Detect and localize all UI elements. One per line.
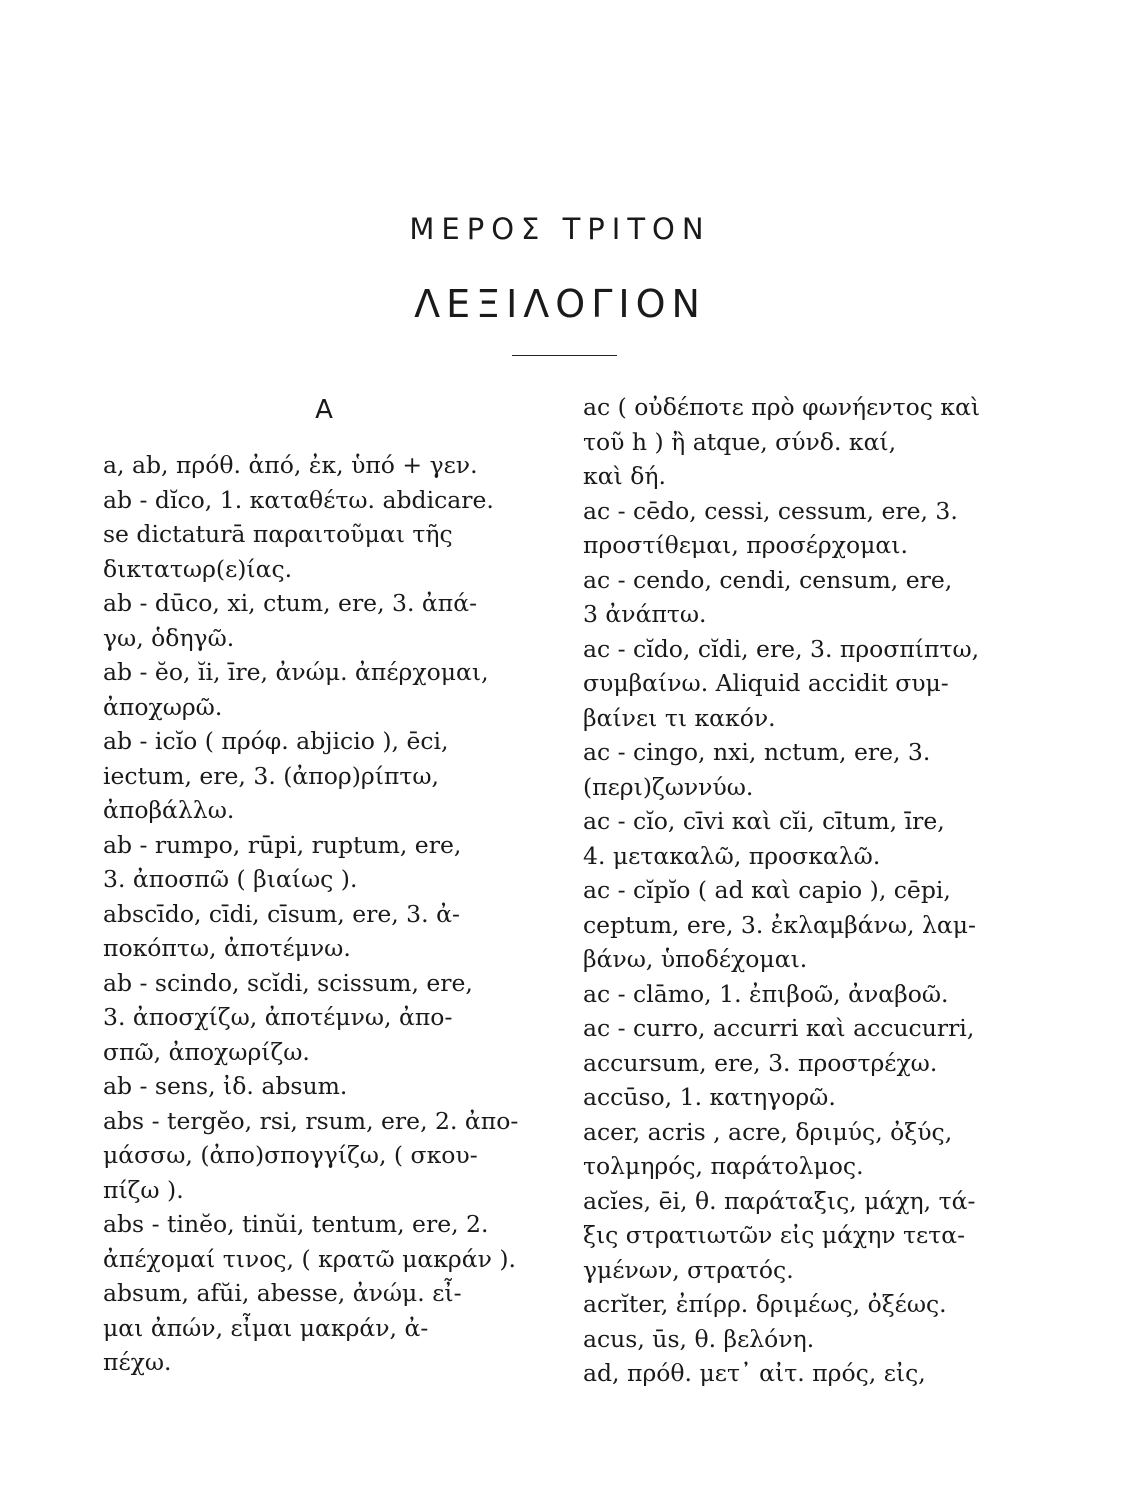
entry-line: abs - tergĕo, rsi, rsum, ere, 2. ἀπο- — [103, 1106, 519, 1135]
entry-line: πίζω ). — [103, 1175, 184, 1204]
entry-line: ac - cĭpĭo ( ad καὶ capio ), cēpi, — [583, 876, 951, 904]
entry-line: ἀποβάλλω. — [103, 796, 235, 824]
entry-line: ac - cĭo, cīvi καὶ cĭi, cītum, īre, — [583, 807, 945, 835]
entry-line: ac - clāmo, 1. ἐπιβοῶ, ἀναβοῶ. — [583, 979, 949, 1008]
entry-line: ab - dūco, xi, ctum, ere, 3. ἀπά- — [103, 589, 478, 617]
entry-line: συμβαίνω. Aliquid accidit συμ- — [583, 669, 949, 697]
dictionary-entry — [103, 1104, 545, 1208]
entry-line: ξις στρατιωτῶν εἰς μάχην τετα- — [583, 1221, 966, 1249]
section-letter: A — [315, 395, 333, 425]
entry-line: γμένων, στρατός. — [583, 1255, 794, 1284]
dictionary-entry — [583, 390, 995, 494]
entry-line: ἀπέχομαί τινος, ( κρατῶ μακράν ). — [103, 1244, 517, 1273]
entry-line: acĭes, ēi, θ. παράταξις, μάχη, τά- — [583, 1186, 976, 1215]
entry-line: ἀποχωρῶ. — [103, 692, 223, 721]
entry-line: σπῶ, ἀποχωρίζω. — [103, 1037, 310, 1066]
entry-line: ac ( οὐδέποτε πρὸ φωνήεντος καὶ — [583, 393, 981, 421]
dictionary-entry — [103, 1069, 545, 1104]
entry-line: abscīdo, cīdi, cīsum, ere, 3. ἀ- — [103, 899, 460, 928]
entry-line: accursum, ere, 3. προστρέχω. — [583, 1048, 938, 1077]
entry-line: ab - rumpo, rūpi, ruptum, ere, — [103, 830, 462, 859]
dictionary-entry — [583, 1322, 995, 1357]
entry-line: δικτατωρ(ε)ίας. — [103, 554, 293, 583]
dictionary-entry — [103, 586, 545, 655]
dictionary-entry — [583, 632, 995, 736]
part-title: ΜΕΡΟΣ ΤΡΙΤΟΝ — [409, 212, 711, 246]
entry-line: ab - icĭo ( πρόφ. abjicio ), ēci, — [103, 727, 449, 755]
entry-line: τολμηρός, παράτολμος. — [583, 1152, 864, 1180]
entry-line: accūso, 1. κατηγορῶ. — [583, 1083, 836, 1111]
dictionary-entry — [103, 724, 545, 828]
entry-line: ab - dĭco, 1. καταθέτω. abdicare. — [103, 485, 494, 514]
dictionary-entry — [103, 897, 545, 966]
entry-line: ποκόπτω, ἀποτέμνω. — [103, 934, 351, 962]
entry-line: ab - ĕo, ĭi, īre, ἀνώμ. ἀπέρχομαι, — [103, 658, 489, 686]
dictionary-entry — [583, 1011, 995, 1080]
entry-line: acrĭter, ἐπίρρ. δριμέως, ὀξέως. — [583, 1290, 947, 1318]
dictionary-entry — [583, 494, 995, 563]
dictionary-entry — [103, 1207, 545, 1276]
dictionary-entry — [103, 828, 545, 897]
right-column — [583, 390, 995, 1391]
dictionary-entry — [583, 1287, 995, 1322]
entry-line: βάνω, ὑποδέχομαι. — [583, 945, 808, 973]
dictionary-entry — [103, 1276, 545, 1380]
dictionary-entry — [103, 483, 545, 587]
entry-line: ac - cendo, cendi, censum, ere, — [583, 565, 953, 594]
entry-line: μαι ἀπών, εἶμαι μακράν, ἀ- — [103, 1313, 429, 1342]
entry-line: ac - curro, accurri καὶ accucurri, — [583, 1014, 975, 1042]
dictionary-entry — [583, 735, 995, 804]
title-divider — [512, 355, 617, 356]
entry-line: iectum, ere, 3. (ἀπορ)ρίπτω, — [103, 761, 439, 790]
entry-line: a, ab, πρόθ. ἀπό, ἐκ, ὑπό + γεν. — [103, 451, 478, 479]
dictionary-entry — [583, 1184, 995, 1288]
dictionary-entry — [583, 804, 995, 873]
left-column — [103, 390, 545, 1380]
entry-line: 3 ἀνάπτω. — [583, 600, 707, 628]
entry-line: τοῦ h ) ἢ atque, σύνδ. καί, — [583, 427, 897, 456]
dictionary-entry — [583, 873, 995, 977]
entry-line: 3. ἀποσπῶ ( βιαίως ). — [103, 865, 358, 893]
dictionary-entry — [103, 966, 545, 1070]
dictionary-entry — [583, 563, 995, 632]
entry-line: μάσσω, (ἀπο)σπογγίζω, ( σκου- — [103, 1141, 478, 1169]
entry-line: 4. μετακαλῶ, προσκαλῶ. — [583, 841, 881, 870]
entry-line: acus, ūs, θ. βελόνη. — [583, 1324, 815, 1353]
dictionary-entry — [583, 977, 995, 1012]
entry-line: acer, acris , acre, δριμύς, ὀξύς, — [583, 1117, 953, 1146]
entry-line: γω, ὁδηγῶ. — [103, 623, 235, 652]
entry-line: 3. ἀποσχίζω, ἀποτέμνω, ἀπο- — [103, 1003, 453, 1031]
entry-line: ab - sens, ἰδ. absum. — [103, 1072, 348, 1100]
entry-line: ab - scindo, scĭdi, scissum, ere, — [103, 968, 473, 997]
dictionary-entry — [583, 1356, 995, 1391]
right-entries — [583, 390, 995, 1391]
entry-line: ac - cingo, nxi, nctum, ere, 3. — [583, 738, 931, 766]
entry-line: se dictaturā παραιτοῦμαι τῆς — [103, 520, 453, 548]
entry-line: ad, πρόθ. μετ᾽ αἰτ. πρός, εἰς, — [583, 1359, 926, 1387]
entry-line: (περι)ζωννύω. — [583, 772, 754, 801]
entry-line: προστίθεμαι, προσέρχομαι. — [583, 531, 908, 559]
left-entries — [103, 448, 545, 1380]
dictionary-entry — [103, 655, 545, 724]
entry-line: absum, afŭi, abesse, ἀνώμ. εἶ- — [103, 1279, 462, 1307]
entry-line: πέχω. — [103, 1348, 172, 1376]
entry-line: βαίνει τι κακόν. — [583, 703, 776, 732]
entry-line: ac - cēdo, cessi, cessum, ere, 3. — [583, 496, 958, 525]
entry-line: ac - cĭdo, cĭdi, ere, 3. προσπίπτω, — [583, 634, 980, 663]
entry-line: ceptum, ere, 3. ἐκλαμβάνω, λαμ- — [583, 910, 976, 939]
entry-line: abs - tinĕo, tinŭi, tentum, ere, 2. — [103, 1210, 489, 1238]
lexicon-title: ΛΕΞΙΛΟΓΙΟΝ — [414, 282, 706, 326]
dictionary-entry — [583, 1115, 995, 1184]
entry-line: καὶ δή. — [583, 462, 666, 490]
dictionary-entry — [103, 448, 545, 483]
dictionary-entry — [583, 1080, 995, 1115]
